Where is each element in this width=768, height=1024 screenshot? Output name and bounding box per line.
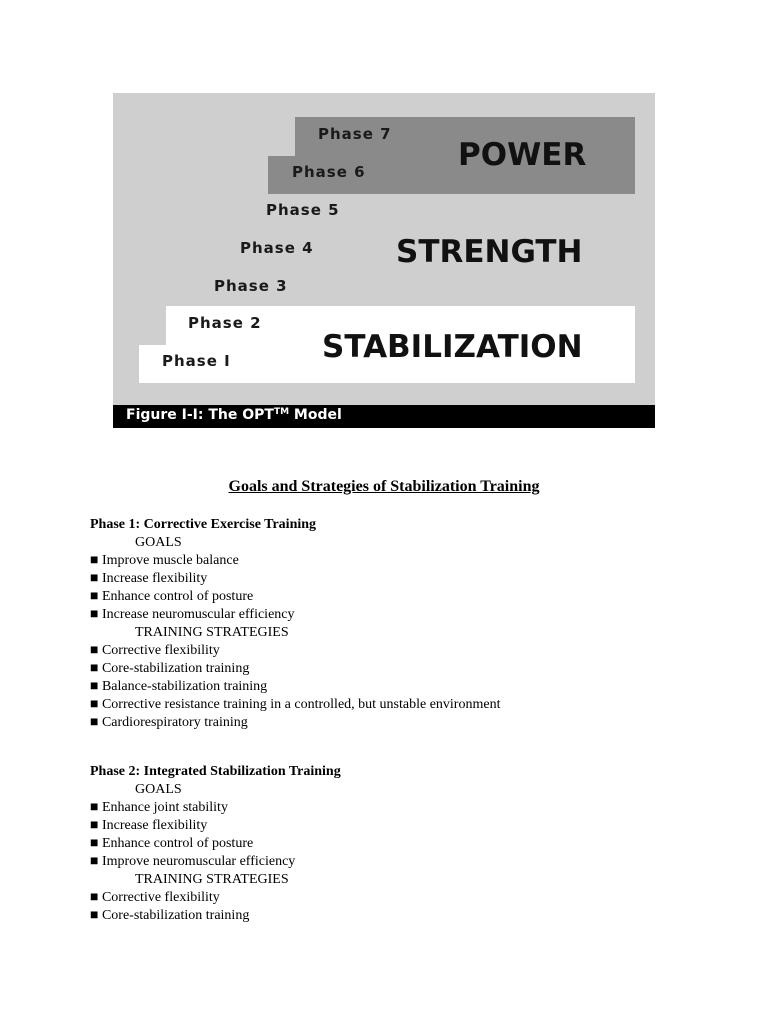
phase-3-label: Phase 3 <box>214 277 288 295</box>
power-label: POWER <box>458 137 587 173</box>
list-item <box>90 835 510 853</box>
list-item-text: Corrective resistance training in a controlled, but unstable environment <box>101 697 501 712</box>
list-item <box>90 588 510 606</box>
list-item-text: Improve neuromuscular efficiency <box>101 854 296 869</box>
stabilization-label: STABILIZATION <box>322 329 583 365</box>
list-item <box>90 853 510 871</box>
strategies-label: TRAINING STRATEGIES <box>135 625 289 640</box>
list-item-text: Improve muscle balance <box>101 553 239 568</box>
phase-2-section <box>90 763 510 925</box>
list-item <box>90 817 510 835</box>
phase-1-section <box>90 516 510 732</box>
list-item <box>90 552 510 570</box>
bullet-icon: ■ <box>90 679 99 694</box>
bullet-icon: ■ <box>90 836 99 851</box>
list-item-text: Increase flexibility <box>101 818 208 833</box>
list-item <box>90 799 510 817</box>
phase-7-label: Phase 7 <box>318 125 392 143</box>
goals-label: GOALS <box>135 535 182 550</box>
bullet-icon: ■ <box>90 697 99 712</box>
phase-4-label: Phase 4 <box>240 239 314 257</box>
list-item <box>90 889 510 907</box>
list-item <box>90 696 510 714</box>
bullet-icon: ■ <box>90 800 99 815</box>
list-item-text: Cardiorespiratory training <box>101 715 248 730</box>
list-item <box>90 606 510 624</box>
list-item-text: Enhance control of posture <box>101 836 254 851</box>
list-item <box>90 678 510 696</box>
bullet-icon: ■ <box>90 854 99 869</box>
list-item-text: Increase neuromuscular efficiency <box>101 607 295 622</box>
bullet-icon: ■ <box>90 607 99 622</box>
goals-label: GOALS <box>135 782 182 797</box>
section-heading: Phase 1: Corrective Exercise Training <box>90 517 317 532</box>
page-title: Goals and Strategies of Stabilization Training <box>228 478 540 495</box>
phase-5-label: Phase 5 <box>266 201 340 219</box>
list-item-text: Enhance control of posture <box>101 589 254 604</box>
list-item <box>90 642 510 660</box>
list-item-text: Core-stabilization training <box>101 661 250 676</box>
bullet-icon: ■ <box>90 715 99 730</box>
caption-suffix: Model <box>289 407 342 423</box>
list-item-text: Core-stabilization training <box>101 908 250 923</box>
figure-caption <box>126 407 342 423</box>
caption-text: Figure I-I: The OPT <box>126 407 274 423</box>
bullet-icon: ■ <box>90 818 99 833</box>
phase-6-label: Phase 6 <box>292 163 366 181</box>
list-item <box>90 570 510 588</box>
list-item-text: Corrective flexibility <box>101 643 220 658</box>
bullet-icon: ■ <box>90 661 99 676</box>
list-item <box>90 714 510 732</box>
list-item <box>90 907 510 925</box>
bullet-icon: ■ <box>90 908 99 923</box>
strategies-label: TRAINING STRATEGIES <box>135 872 289 887</box>
strength-label: STRENGTH <box>396 234 583 270</box>
bullet-icon: ■ <box>90 553 99 568</box>
bullet-icon: ■ <box>90 571 99 586</box>
bullet-icon: ■ <box>90 890 99 905</box>
bullet-icon: ■ <box>90 589 99 604</box>
list-item-text: Increase flexibility <box>101 571 208 586</box>
opt-model-figure <box>113 93 655 428</box>
list-item-text: Corrective flexibility <box>101 890 220 905</box>
list-item-text: Balance-stabilization training <box>101 679 268 694</box>
figure-caption-bar <box>113 405 655 428</box>
phase-1-label: Phase I <box>162 352 231 370</box>
section-heading: Phase 2: Integrated Stabilization Training <box>90 764 341 779</box>
list-item-text: Enhance joint stability <box>101 800 228 815</box>
bullet-icon: ■ <box>90 643 99 658</box>
caption-trademark: TM <box>273 407 290 417</box>
list-item <box>90 660 510 678</box>
phase-2-label: Phase 2 <box>188 314 262 332</box>
